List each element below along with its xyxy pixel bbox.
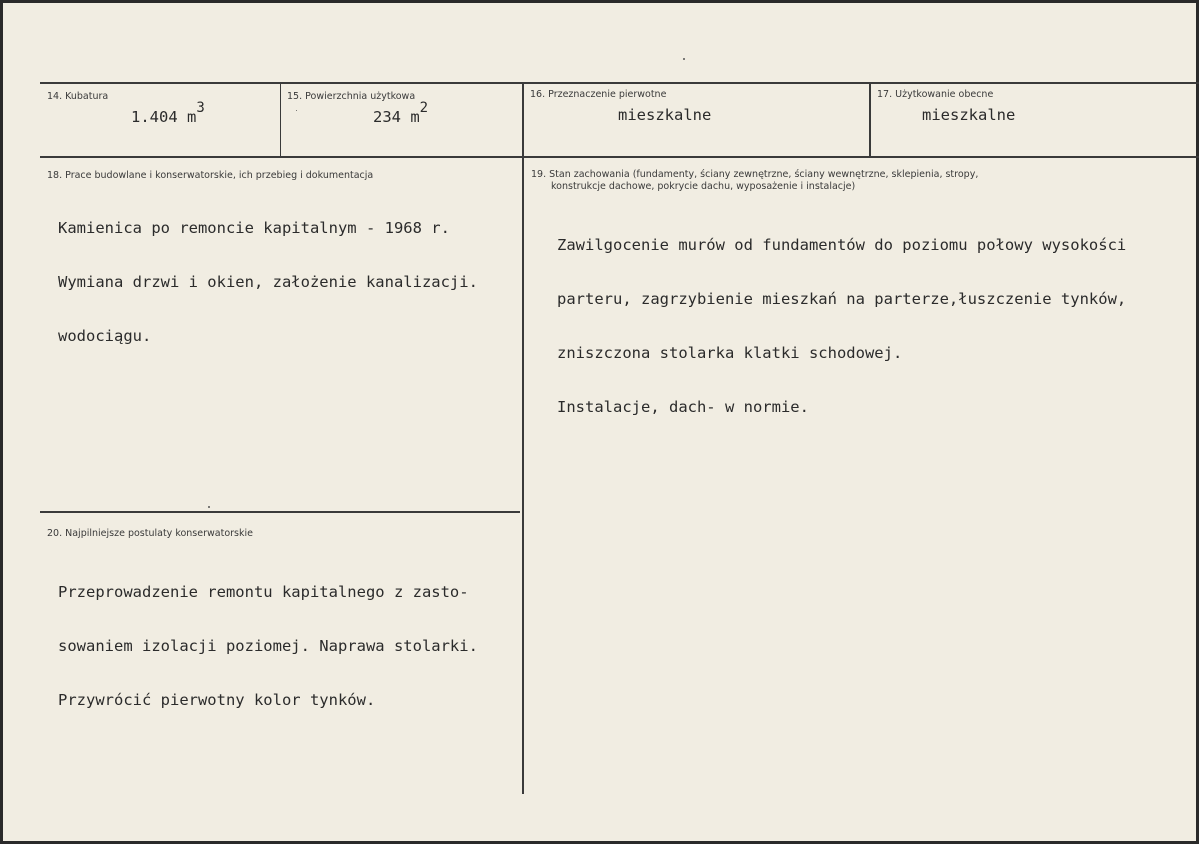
- divider-16-17: [869, 83, 871, 157]
- field-19-label-line-2: konstrukcje dachowe, pokrycie dachu, wyposażenie i instalacje): [551, 181, 856, 192]
- mid-rule: [40, 156, 1199, 158]
- field-14-number: 1.404 m: [131, 108, 197, 127]
- field-18-text: [58, 183, 478, 381]
- field-15-number: 234 m: [373, 108, 420, 127]
- field-20-label: 20. Najpilniejsze postulaty konserwatorskie: [47, 528, 253, 539]
- field-17-label: 17. Użytkowanie obecne: [877, 89, 994, 100]
- field-18-label: 18. Prace budowlane i konserwatorskie, ich przebieg i dokumentacja: [47, 170, 374, 181]
- field-19-text: [557, 200, 1126, 452]
- top-rule: [40, 82, 1199, 84]
- field-16-value: mieszkalne: [618, 106, 712, 124]
- field-19-line-1: Zawilgocenie murów od fundamentów do poziomu połowy wysokości: [557, 236, 1127, 254]
- paper-speck: [683, 58, 685, 60]
- field-19-label-line-1: 19. Stan zachowania (fundamenty, ściany zewnętrzne, ściany wewnętrzne, sklepienia, stropy,: [531, 169, 979, 180]
- field-15-value: [373, 100, 429, 127]
- divider-15-16: [522, 83, 524, 794]
- field-20-line-2: sowaniem izolacji poziomej. Naprawa stolarki.: [58, 637, 478, 655]
- divider-14-15: [280, 83, 281, 157]
- field-19-line-2: parteru, zagrzybienie mieszkań na parterze,łuszczenie tynków,: [557, 290, 1127, 308]
- paper-speck: [296, 110, 297, 111]
- section-20-rule: [40, 511, 520, 513]
- field-14-value: [131, 100, 205, 127]
- field-18-line-1: Kamienica po remoncie kapitalnym - 1968 r.: [58, 219, 450, 237]
- field-14-label: 14. Kubatura: [47, 91, 109, 102]
- field-20-text: [58, 547, 478, 745]
- field-18-line-3: wodociągu.: [58, 327, 152, 345]
- field-15-label: 15. Powierzchnia użytkowa: [287, 91, 416, 102]
- field-20-line-3: Przywrócić pierwotny kolor tynków.: [58, 691, 376, 709]
- field-18-line-2: Wymiana drzwi i okien, założenie kanalizacji.: [58, 273, 478, 291]
- field-17-value: mieszkalne: [922, 106, 1016, 124]
- field-15-exponent: 2: [419, 100, 429, 116]
- paper-speck: [208, 506, 210, 508]
- field-19-line-4: Instalacje, dach- w normie.: [557, 398, 809, 416]
- field-16-label: 16. Przeznaczenie pierwotne: [530, 89, 667, 100]
- field-14-exponent: 3: [196, 100, 205, 116]
- field-20-line-1: Przeprowadzenie remontu kapitalnego z zasto-: [58, 583, 469, 601]
- field-19-line-3: zniszczona stolarka klatki schodowej.: [557, 344, 903, 362]
